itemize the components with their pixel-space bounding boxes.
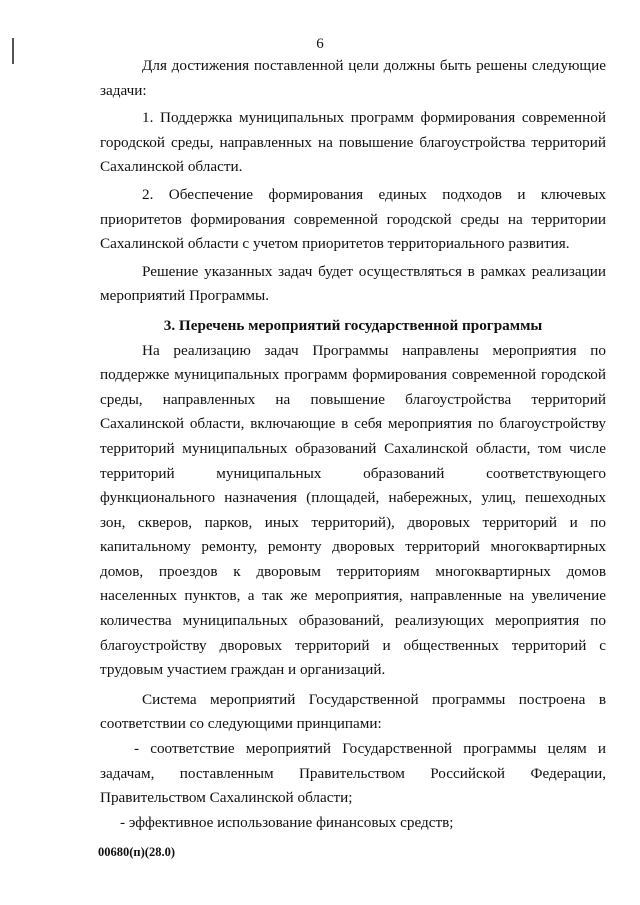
- section-paragraph: На реализацию задач Программы направлены мероприятия по поддержке муниципальных программ формирования современной городской среды, направленных на повышение благоустройства территорий Сахалинской области, включающие в себя мероприятия по благоустройству территорий муниципальных образований Сахалинской области, том числе территорий муниципальных образований соответствующего функционального назначения (площадей, набережных, улиц, пешеходных зон, скверов, парков, иных территорий), дворовых территорий и по капитальному ремонту, ремонту дворовых территорий многоквартирных домов, проездов к дворовым территориям многоквартирных домов населенных пунктов, а так же мероприятия, направленные на увеличение количества муниципальных образований, реализующих мероприятия по благоустройству дворовых территорий и общественных территорий с трудовым участием граждан и организаций.: [100, 341, 606, 679]
- principle-1: - соответствие мероприятий Государственной программы целям и задачам, поставленным Правительством Российской Федерации, Правительством Сахалинской области;: [100, 740, 606, 807]
- page-number: 6: [316, 36, 324, 52]
- task-1-paragraph: 1. Поддержка муниципальных программ формирования современной городской среды, направленных на повышение благоустройства территорий Сахалинской области.: [100, 109, 606, 176]
- task-2-paragraph: 2. Обеспечение формирования единых подходов и ключевых приоритетов формирования современной городской среды на территории Сахалинской области с учетом приоритетов территориального развития.: [100, 185, 606, 253]
- principle-2: - эффективное использование финансовых средств;: [120, 813, 454, 831]
- document-body: [100, 54, 606, 835]
- section-heading: 3. Перечень мероприятий государственной программы: [163, 316, 543, 334]
- principles-intro-paragraph: Система мероприятий Государственной программы построена в соответствии со следующими принципами:: [100, 690, 606, 733]
- tasks-solution-paragraph: Решение указанных задач будет осуществляться в рамках реализации мероприятий Программы.: [100, 262, 606, 305]
- document-code: 00680(п)(28.0): [98, 845, 175, 859]
- intro-paragraph: Для достижения поставленной цели должны быть решены следующие задачи:: [100, 57, 606, 99]
